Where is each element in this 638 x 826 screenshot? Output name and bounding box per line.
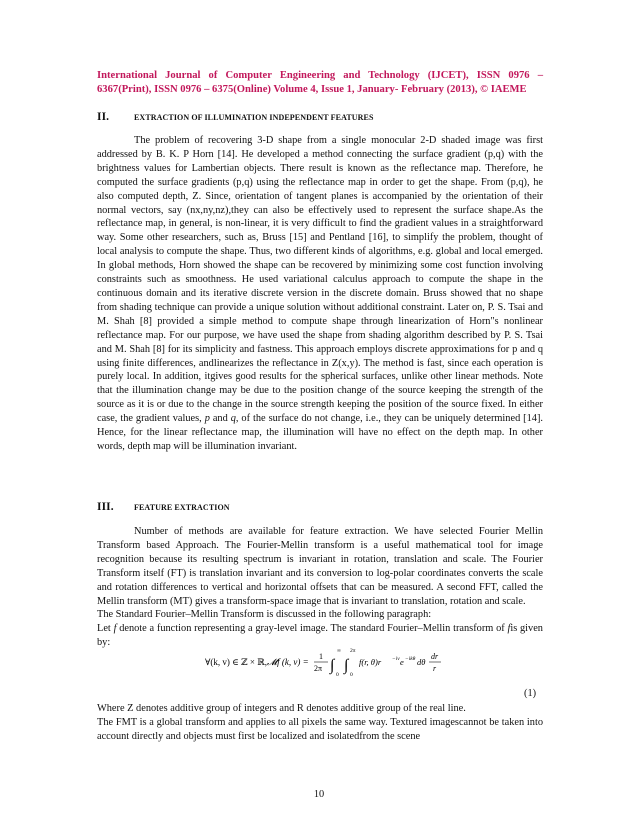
paragraph-text: Number of methods are available for feature extraction. We have selected Fourier Mellin Transform based Approach. The Fourier-Mellin transform is a useful mathematical tool for image recognition because its resulting spectrum is invariant in rotation, translation and scale. The Fourier Transform itself (FT) is translation invariant and its conversion to log-polar coordinates converts the scale and rotation differences to vertical and horizontal offsets that can be measured. A second FFT, called the Mellin transform (MT) gives a transform-space image that is invariant to translation, rotation and scale. — [97, 526, 543, 607]
section-heading-extraction — [97, 111, 374, 123]
paragraph-definition: Let f denote a function representing a gray-level image. The standard Fourier–Mellin transform of fis given by: — [97, 623, 543, 649]
page-number: 10 — [313, 789, 325, 800]
variable-p: p — [204, 413, 210, 425]
equation-graphic — [205, 643, 445, 683]
variable-q: q — [230, 413, 236, 425]
paragraph-text: The FMT is a global transform and applies to all pixels the same way. Textured imagescannot be taken into account directly and objects must first be localized and isolatedfrom the scene — [97, 716, 543, 742]
section-title: EXTRACTION OF ILLUMINATION INDEPENDENT FEATURES — [134, 113, 374, 122]
paragraph-text: The Standard Fourier–Mellin Transform is discussed in the following paragraph: — [97, 609, 432, 621]
paragraph-text: and — [212, 413, 228, 425]
paragraph-fmt-notes — [97, 702, 543, 744]
svg-text:−ikθ: −ikθ — [405, 656, 416, 662]
paragraph-fourier-mellin — [97, 525, 543, 650]
fourier-mellin-equation — [205, 643, 445, 683]
svg-text:1: 1 — [319, 652, 323, 661]
paragraph-text: The problem of recovering 3-D shape from a single monocular 2-D shaded image was first addressed by B. K. P Horn [14]. He developed a method connecting the surface gradient (p,q) with the brightness values for Lambertian objects. There result is known as the reflectance map. Therefore, he computed the surface gradients (p,q) using the reflectance map in order to get the shape. From (p,q), he also computed depth, Z. Since, orientation of tangent planes is accompanied by the orientation of their normal vectors, say (nx,ny,nz),they can also be effectively used to represent the surface shape.As the reflectance map, in general, is non-linear, it is very difficult to find the gradient values in a straightforward way. Some other researchers, such as, Bruss [15] and Pentland [16], to simplify the problem, thought of local analysis to compute the shape. Thus, two different kinds of algorithms, e.g. global and local emerged. In global methods, Horn showed the shape can be recovered by minimizing some cost function involving constraints such as smoothness. He used variational calculus approach to compute the shape in the continuous domain and its iterative discrete version in the discrete domain. Bruss showed that no shape from shading technique can provide a unique solution without additional constraint. Later on, P. S. Tsai and M. Shah [8] provided a simple method to compute shape through linearization of Horn"s nonlinear reflectance map. For our purpose, we have used the shape from shading algorithm described by P. S. Tsai and M. Shah [8] for its simplicity and fastness. This approach employs discrete approximations for p and q using finite differences, andlinearizes the reflectance in Z(x,y). The method is fast, since each operation is purely local. In addition, itgives good results for the spherical surfaces, unlike other linear methods. Note that the illumination change may be due to the position change of the source keeping the strength of the source as it is or due to the change in the source strength keeping the position of the source fixed. In either case, the gradient values, — [97, 135, 543, 425]
svg-text:𝓜f (k, v) =: 𝓜f (k, v) = — [267, 657, 309, 667]
paragraph-text: Where Z denotes additive group of integers and R denotes additive group of the real line. — [97, 703, 466, 714]
svg-text:dr: dr — [431, 652, 439, 661]
section-number: III. — [97, 501, 114, 513]
svg-text:0: 0 — [350, 672, 353, 678]
section-title: FEATURE EXTRACTION — [134, 503, 230, 512]
svg-text:e: e — [400, 657, 404, 667]
svg-text:2π: 2π — [350, 648, 356, 654]
journal-header: International Journal of Computer Engineering and Technology (IJCET), ISSN 0976 – 6367(Print), ISSN 0976 – 6375(Online) Volume 4, Issue 1, January- February (2013), © IAEME — [97, 70, 543, 95]
svg-text:r: r — [433, 664, 437, 673]
integral-sign: ∫ — [344, 657, 349, 674]
svg-text:∞: ∞ — [337, 648, 341, 654]
svg-text:dθ: dθ — [417, 657, 426, 667]
svg-text:∀(k, v) ∈ ℤ × ℝ,: ∀(k, v) ∈ ℤ × ℝ, — [205, 657, 267, 667]
svg-text:−iv: −iv — [392, 656, 400, 662]
svg-text:f(r, θ)r: f(r, θ)r — [359, 657, 382, 667]
equation-number: (1) — [524, 688, 537, 699]
section-number: II. — [97, 111, 110, 123]
paragraph-text: , of the surface do not change, i.e., they can be uniquely determined [14]. Hence, for the linear reflectance map, the illumination will have no effect on the depth map. In other words, depth map will be illumination invariant. — [97, 413, 544, 452]
section-heading-feature-extraction — [97, 501, 230, 513]
svg-text:2π: 2π — [314, 664, 323, 673]
integral-sign: ∫ — [330, 657, 335, 674]
paragraph-shape-from-shading — [97, 134, 543, 454]
svg-text:0: 0 — [336, 672, 339, 678]
